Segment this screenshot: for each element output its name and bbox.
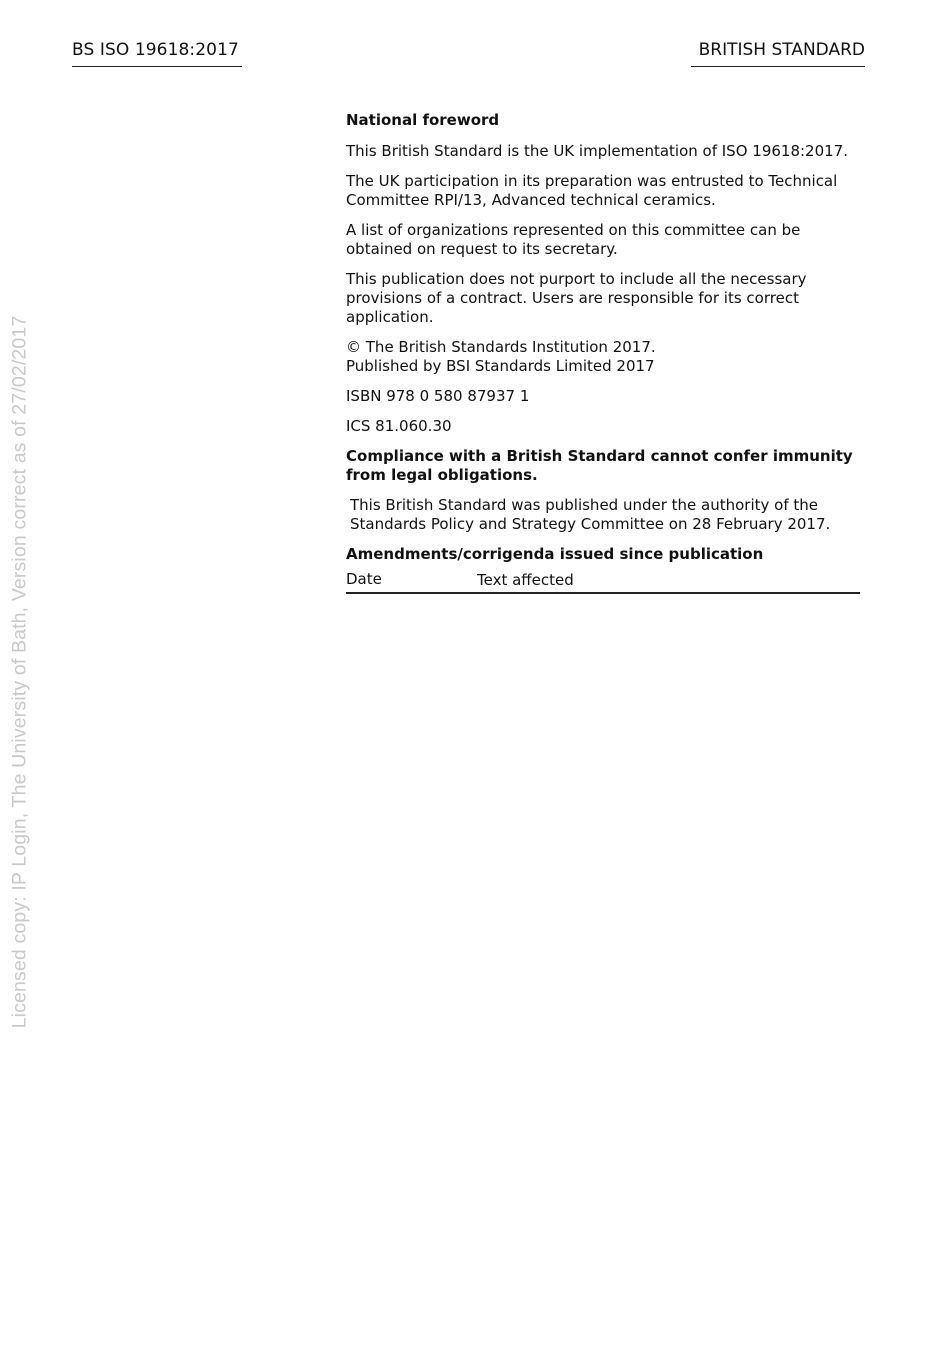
- compliance-notice: Compliance with a British Standard cannot confer immunity from legal obligations.: [346, 447, 853, 484]
- foreword-paragraph: This British Standard is the UK implementation of ISO 19618:2017.: [346, 142, 848, 160]
- license-watermark: Licensed copy: IP Login, The University of Bath, Version correct as of 27/02/2017: [8, 315, 31, 1029]
- column-header-text-affected: Text affected: [477, 571, 574, 589]
- standard-type: BRITISH STANDARD: [691, 40, 865, 67]
- foreword-title: National foreword: [346, 111, 500, 129]
- amendments-title: Amendments/corrigenda issued since publication: [346, 545, 764, 563]
- foreword-paragraph: A list of organizations represented on this committee can be obtained on request to its secretary.: [346, 221, 801, 258]
- national-foreword: [346, 111, 862, 594]
- authority-statement: This British Standard was published under the authority of the Standards Policy and Strategy Committee on 28 February 2017.: [350, 496, 831, 533]
- foreword-paragraph: This publication does not purport to include all the necessary provisions of a contract. Users are responsible for its correct application.: [346, 270, 807, 326]
- publisher-line: Published by BSI Standards Limited 2017: [346, 357, 655, 375]
- foreword-paragraph: The UK participation in its preparation was entrusted to Technical Committee RPI/13, Advanced technical ceramics.: [346, 172, 838, 209]
- document-code: BS ISO 19618:2017: [72, 40, 242, 67]
- copyright-line: © The British Standards Institution 2017.: [346, 338, 656, 356]
- amendments-table-header: [346, 570, 860, 594]
- ics-code: ICS 81.060.30: [346, 417, 452, 435]
- isbn: ISBN 978 0 580 87937 1: [346, 387, 530, 405]
- copyright-block: [346, 338, 862, 376]
- column-header-date: Date: [346, 570, 382, 588]
